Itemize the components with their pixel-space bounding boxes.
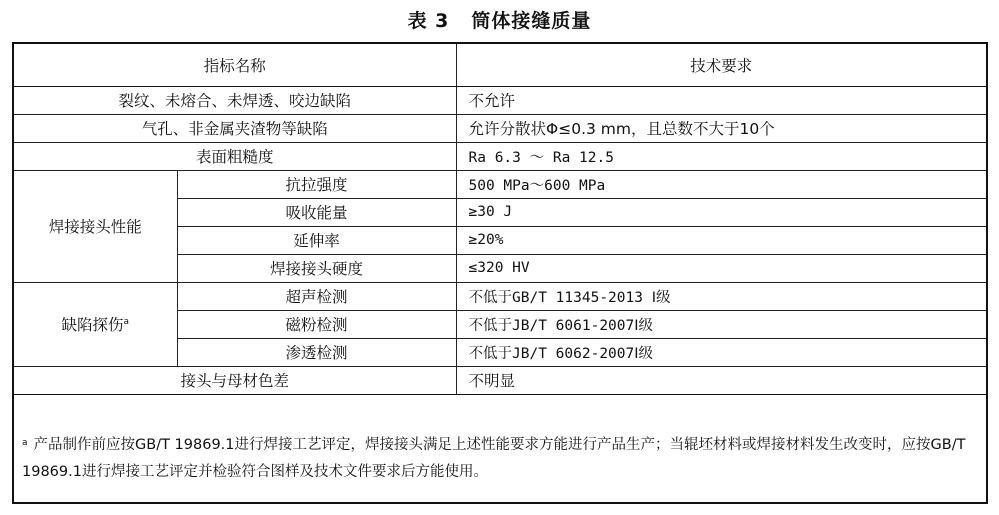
indicator-name: 接头与母材色差 bbox=[14, 366, 456, 394]
table-frame bbox=[12, 42, 988, 504]
requirement-value: 不允许 bbox=[456, 86, 986, 114]
requirement-value: ≤320 HV bbox=[456, 254, 986, 282]
indicator-name: 延伸率 bbox=[177, 226, 456, 254]
table-footnote bbox=[22, 432, 978, 486]
requirement-value: 允许分散状Φ≤0.3 mm，且总数不大于10个 bbox=[456, 114, 986, 142]
quality-table bbox=[14, 44, 986, 395]
indicator-name: 焊接接头硬度 bbox=[177, 254, 456, 282]
indicator-name: 抗拉强度 bbox=[177, 170, 456, 198]
table-row bbox=[14, 86, 986, 114]
table-row bbox=[14, 366, 986, 394]
requirement-value: 不低于JB/T 6061-2007Ⅰ级 bbox=[456, 310, 986, 338]
indicator-name: 吸收能量 bbox=[177, 198, 456, 226]
requirement-value: Ra 6.3 ～ Ra 12.5 bbox=[456, 142, 986, 170]
group-weld-joint: 焊接接头性能 bbox=[14, 170, 177, 282]
table-row bbox=[14, 142, 986, 170]
table-row bbox=[14, 114, 986, 142]
footnote-text: 产品制作前应按GB/T 19869.1进行焊接工艺评定，焊接接头满足上述性能要求方能进行产品生产；当辊坯材料或焊接材料发生改变时，应按GB/T 19869.1进行焊接工艺评定并检验符合图样及技术文件要求后方能使用。 bbox=[22, 437, 966, 480]
group-flaw-label: 缺陷探伤 bbox=[61, 316, 124, 334]
header-row bbox=[14, 44, 986, 86]
table-caption bbox=[0, 6, 999, 33]
indicator-name: 超声检测 bbox=[177, 282, 456, 310]
indicator-name: 磁粉检测 bbox=[177, 310, 456, 338]
requirement-value: 不明显 bbox=[456, 366, 986, 394]
table-row bbox=[14, 282, 986, 310]
indicator-name: 表面粗糙度 bbox=[14, 142, 456, 170]
footnote-ref: a bbox=[123, 316, 130, 327]
table-title: 筒体接缝质量 bbox=[471, 10, 592, 32]
table-number: 表 3 bbox=[407, 10, 450, 32]
requirement-value: 500 MPa～600 MPa bbox=[456, 170, 986, 198]
indicator-name: 渗透检测 bbox=[177, 338, 456, 366]
requirement-value: ≥30 J bbox=[456, 198, 986, 226]
requirement-value: 不低于JB/T 6062-2007Ⅰ级 bbox=[456, 338, 986, 366]
group-flaw-detection bbox=[14, 282, 177, 366]
header-requirement: 技术要求 bbox=[456, 44, 986, 86]
requirement-value: ≥20% bbox=[456, 226, 986, 254]
table-row bbox=[14, 170, 986, 198]
requirement-value: 不低于GB/T 11345-2013 Ⅰ级 bbox=[456, 282, 986, 310]
indicator-name: 裂纹、未熔合、未焊透、咬边缺陷 bbox=[14, 86, 456, 114]
indicator-name: 气孔、非金属夹渣物等缺陷 bbox=[14, 114, 456, 142]
header-indicator: 指标名称 bbox=[14, 44, 456, 86]
footnote-mark: a bbox=[22, 438, 28, 448]
